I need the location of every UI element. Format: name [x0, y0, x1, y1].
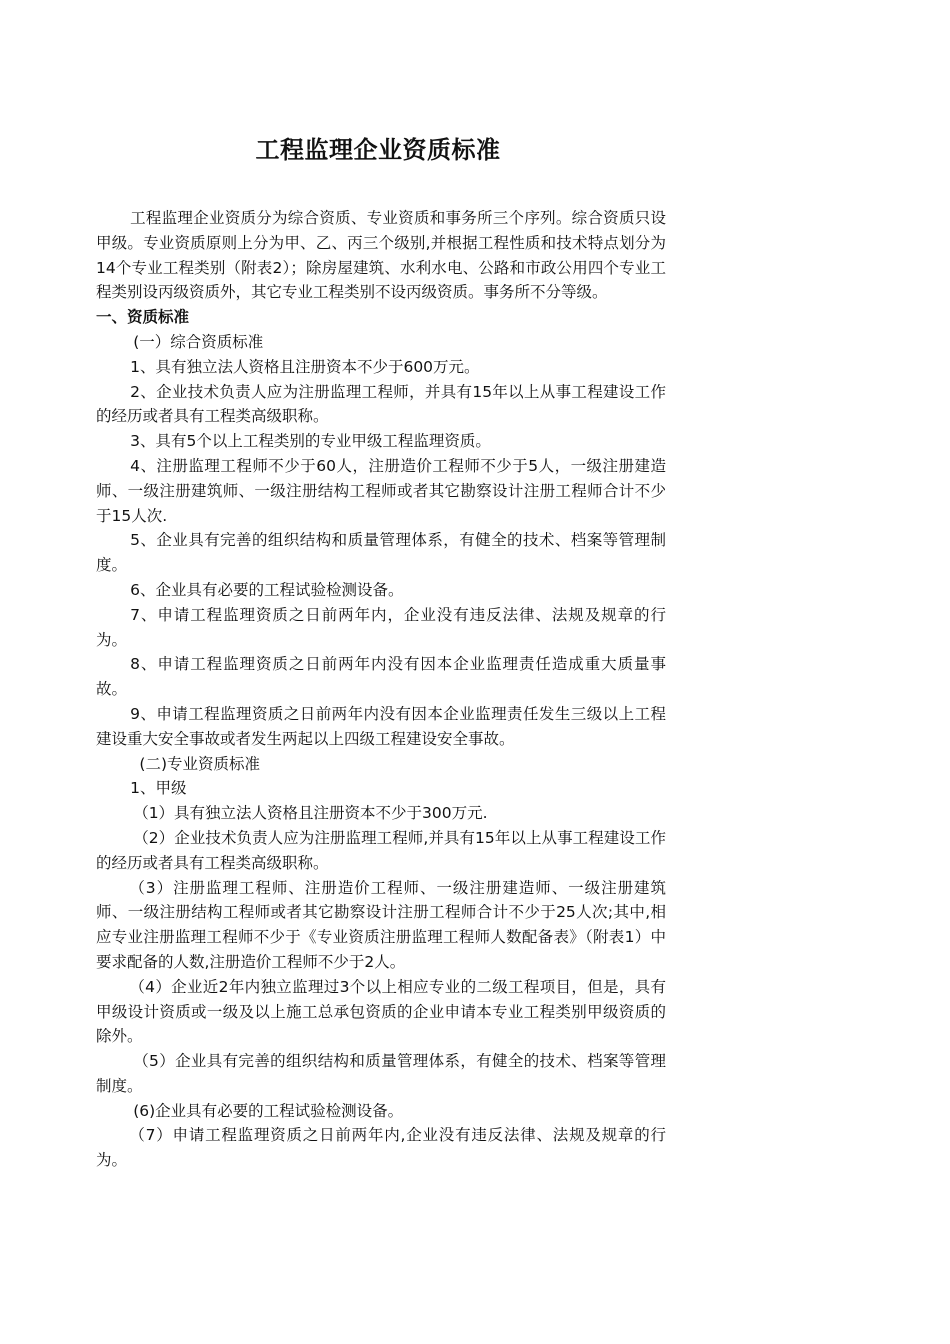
grade-a-item-3: （3）注册监理工程师、注册造价工程师、一级注册建造师、一级注册建筑师、一级注册结构工程师或者其它勘察设计注册工程师合计不少于25人次;其中,相应专业注册监理工程师不少于《专业资质注册监理工程师人数配备表》（附表1）中要求配备的人数,注册造价工程师不少于2人。 — [96, 878, 666, 971]
comprehensive-item-8: 8、申请工程监理资质之日前两年内没有因本企业监理责任造成重大质量事故。 — [96, 655, 666, 699]
comprehensive-item-4: 4、注册监理工程师不少于60人，注册造价工程师不少于5人，一级注册建造师、一级注册建筑师、一级注册结构工程师或者其它勘察设计注册工程师合计不少于15人次. — [96, 456, 666, 525]
grade-a-item-1: （1）具有独立法人资格且注册资本不少于300万元. — [133, 804, 488, 823]
subsection-heading-professional: (二)专业资质标准 — [139, 754, 260, 773]
document-title: 工程监理企业资质标准 — [255, 136, 501, 164]
document-body — [96, 206, 666, 1173]
section-heading: 一、资质标准 — [96, 308, 190, 327]
grade-a-item-6: (6)企业具有必要的工程试验检测设备。 — [133, 1101, 404, 1120]
comprehensive-item-9: 9、申请工程监理资质之日前两年内没有因本企业监理责任发生三级以上工程建设重大安全事故或者发生两起以上四级工程建设安全事故。 — [96, 704, 666, 748]
grade-a-item-4: （4）企业近2年内独立监理过3个以上相应专业的二级工程项目，但是，具有甲级设计资质或一级及以上施工总承包资质的企业申请本专业工程类别甲级资质的除外。 — [96, 977, 666, 1046]
subsection-heading-comprehensive: (一）综合资质标准 — [133, 332, 264, 351]
intro-paragraph: 工程监理企业资质分为综合资质、专业资质和事务所三个序列。综合资质只设甲级。专业资质原则上分为甲、乙、丙三个级别,并根据工程性质和技术特点划分为14个专业工程类别（附表2）；除房屋建筑、水利水电、公路和市政公用四个专业工程类别设丙级资质外，其它专业工程类别不设丙级资质。事务所不分等级。 — [96, 209, 666, 302]
comprehensive-item-3: 3、具有5个以上工程类别的专业甲级工程监理资质。 — [130, 432, 491, 451]
comprehensive-item-2: 2、企业技术负责人应为注册监理工程师，并具有15年以上从事工程建设工作的经历或者具有工程类高级职称。 — [96, 382, 666, 426]
comprehensive-item-6: 6、企业具有必要的工程试验检测设备。 — [130, 580, 404, 599]
grade-a-heading: 1、甲级 — [130, 779, 187, 798]
comprehensive-item-7: 7、申请工程监理资质之日前两年内，企业没有违反法律、法规及规章的行为。 — [96, 605, 666, 649]
grade-a-item-5: （5）企业具有完善的组织结构和质量管理体系，有健全的技术、档案等管理制度。 — [96, 1052, 666, 1095]
grade-a-item-2: （2）企业技术负责人应为注册监理工程师,并具有15年以上从事工程建设工作的经历或者具有工程类高级职称。 — [96, 828, 666, 872]
comprehensive-item-5: 5、企业具有完善的组织结构和质量管理体系，有健全的技术、档案等管理制度。 — [96, 531, 666, 575]
grade-a-item-7: （7）申请工程监理资质之日前两年内,企业没有违反法律、法规及规章的行为。 — [96, 1126, 666, 1170]
comprehensive-item-1: 1、具有独立法人资格且注册资本不少于600万元。 — [130, 357, 480, 376]
